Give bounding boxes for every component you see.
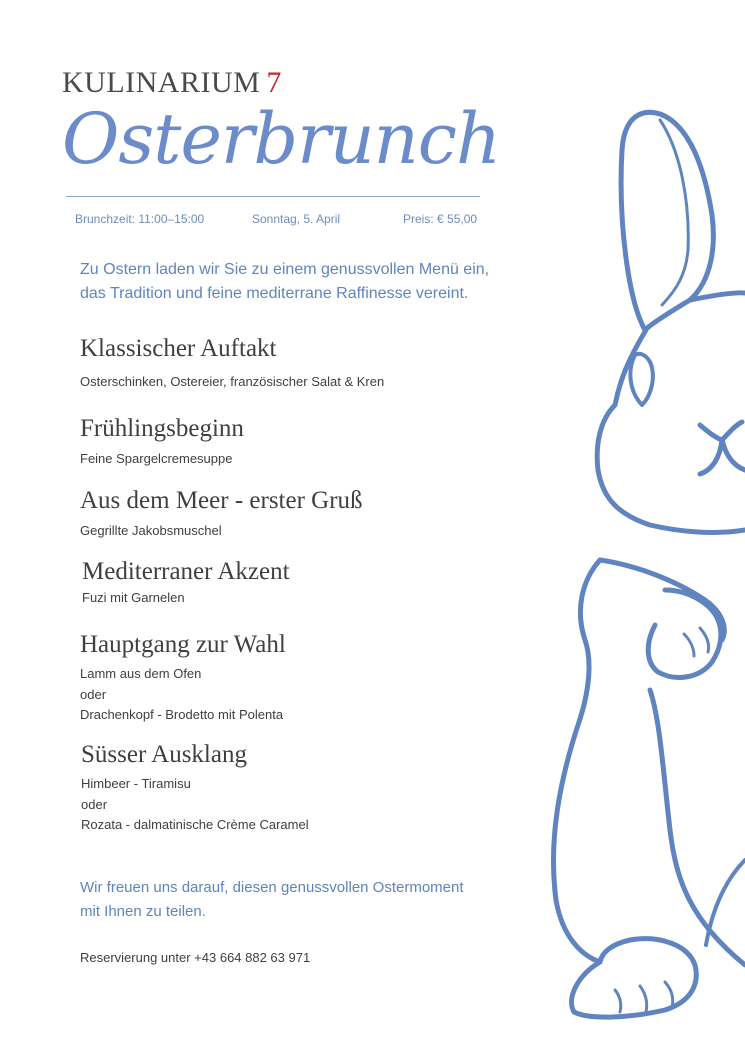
- bunny-illustration: [545, 100, 745, 1020]
- course-item: Himbeer - Tiramisu: [81, 776, 191, 791]
- page-title: Osterbrunch: [62, 98, 501, 180]
- course-title: Frühlingsbeginn: [80, 415, 244, 442]
- course-item: Fuzi mit Garnelen: [82, 590, 185, 605]
- course-title: Hauptgang zur Wahl: [80, 631, 286, 658]
- reservation-info: Reservierung unter +43 664 882 63 971: [80, 950, 311, 965]
- course-4: [82, 557, 290, 609]
- course-1: [80, 334, 384, 393]
- course-5: [80, 630, 286, 726]
- course-item: Gegrillte Jakobsmuschel: [80, 523, 222, 538]
- course-item: Drachenkopf - Brodetto mit Polenta: [80, 707, 284, 722]
- outro-line: mit Ihnen zu teilen.: [80, 903, 206, 920]
- brunch-time: Brunchzeit: 11:00–15:00: [75, 212, 205, 226]
- intro-text: [80, 258, 489, 306]
- course-item: oder: [81, 796, 108, 812]
- course-title: Aus dem Meer - erster Gruß: [80, 487, 363, 514]
- course-item: Lamm aus dem Ofen: [80, 666, 202, 681]
- course-item: oder: [80, 686, 107, 702]
- brand-number: 7: [266, 66, 282, 99]
- course-6: [81, 740, 309, 836]
- brunch-price: Preis: € 55,00: [403, 212, 478, 226]
- course-item: Feine Spargelcremesuppe: [80, 451, 233, 466]
- course-title: Mediterraner Akzent: [82, 558, 290, 585]
- course-title: Klassischer Auftakt: [80, 335, 277, 362]
- intro-line: das Tradition und feine mediterrane Raffinesse vereint.: [80, 285, 469, 302]
- course-3: [80, 486, 363, 542]
- course-item: Rozata - dalmatinische Crème Caramel: [81, 817, 309, 832]
- course-2: [80, 414, 244, 470]
- title-underline: [66, 196, 480, 197]
- course-item: Osterschinken, Ostereier, französischer Salat & Kren: [80, 374, 385, 389]
- brand-name: KULINARIUM: [62, 66, 261, 99]
- intro-line: Zu Ostern laden wir Sie zu einem genussvollen Menü ein,: [80, 261, 490, 278]
- brand-logo: [62, 66, 282, 100]
- brunch-date: Sonntag, 5. April: [252, 212, 341, 226]
- outro-text: [80, 876, 464, 924]
- outro-line: Wir freuen uns darauf, diesen genussvollen Ostermoment: [80, 879, 464, 896]
- course-title: Süsser Ausklang: [81, 741, 247, 768]
